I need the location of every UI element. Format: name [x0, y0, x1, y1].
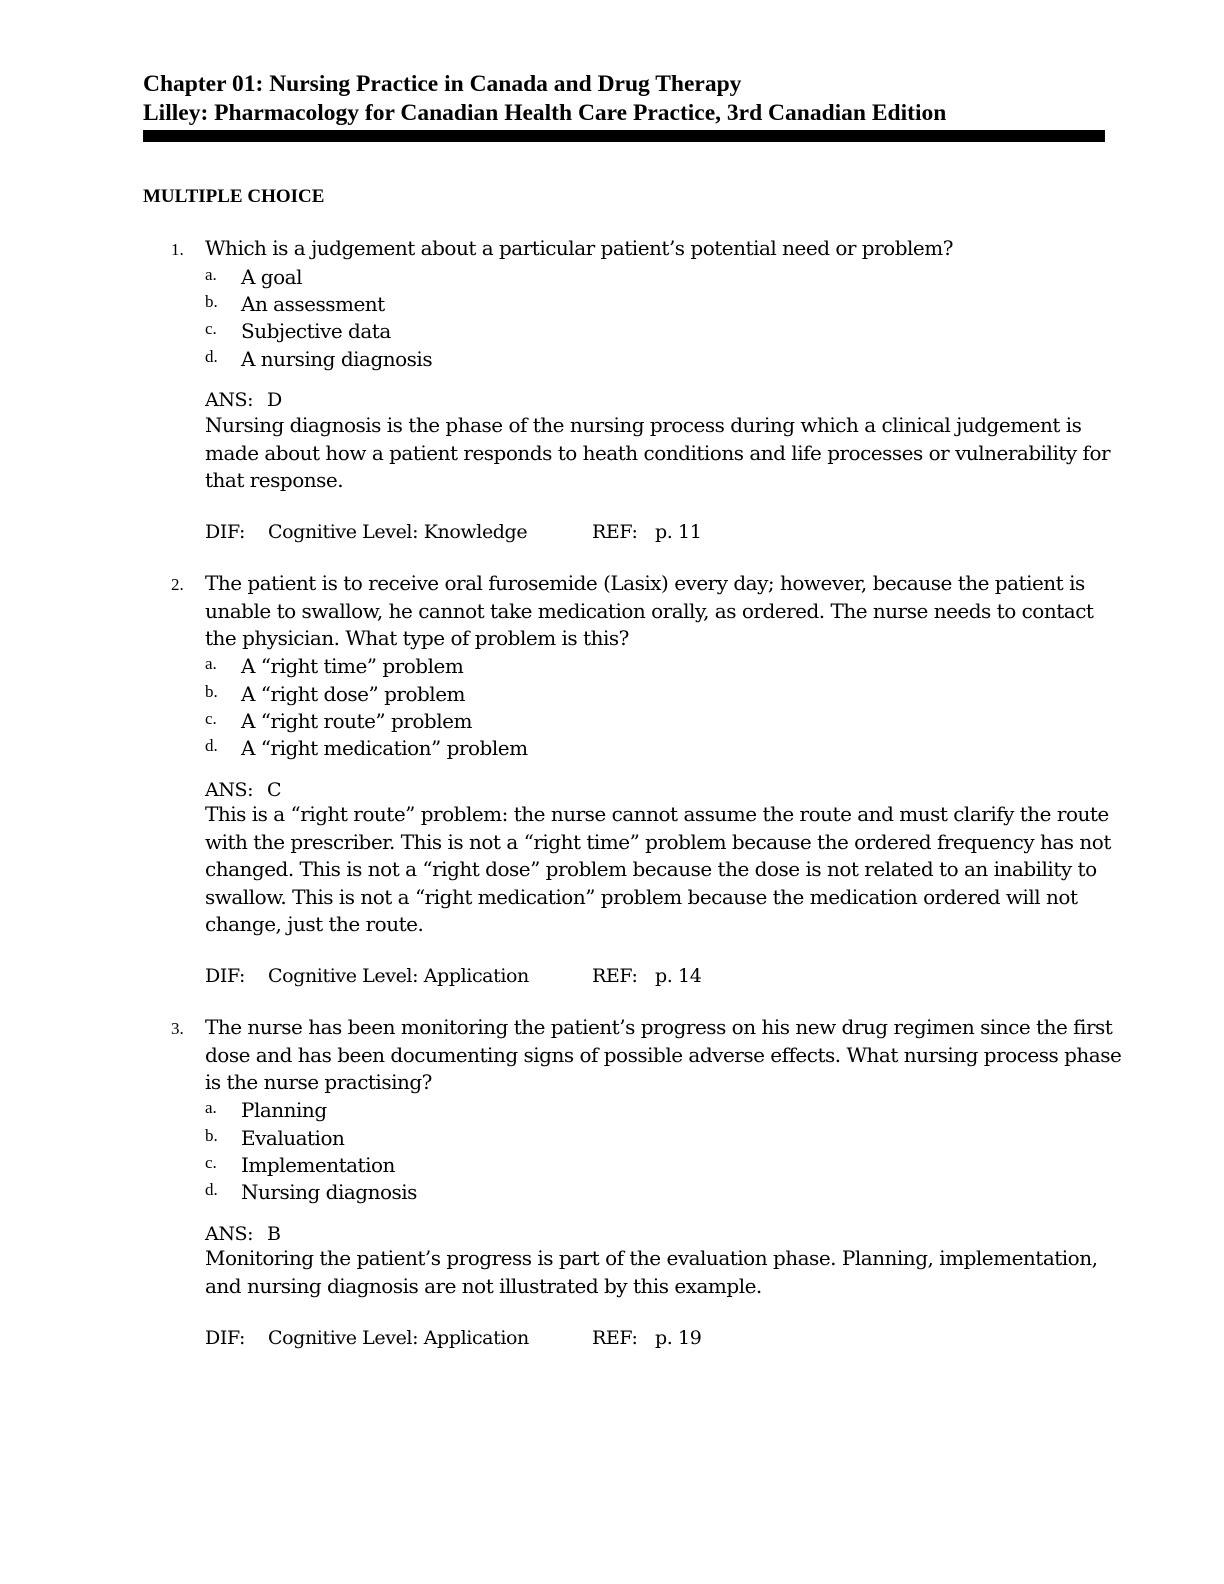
- rationale-line: This is a “right route” problem: the nurse cannot assume the route and must clarify the route: [205, 802, 1109, 826]
- stem-line: The nurse has been monitoring the patient’s progress on his new drug regimen since the first: [205, 1015, 1113, 1039]
- book-title: Lilley: Pharmacology for Canadian Health Care Practice, 3rd Canadian Edition: [143, 100, 947, 126]
- choice-text: Evaluation: [241, 1126, 345, 1150]
- choice-letter: a.: [205, 654, 217, 673]
- choice-letter: c.: [205, 319, 217, 338]
- answer-line: [205, 778, 281, 802]
- rationale-line: change, just the route.: [205, 912, 424, 936]
- choice-text: Implementation: [241, 1153, 395, 1177]
- rationale-line: with the prescriber. This is not a “right time” problem because the ordered frequency has not: [205, 829, 1111, 854]
- choice-letter: a.: [205, 265, 217, 284]
- choice-d: [0, 1178, 1224, 1205]
- ref-value: p. 14: [655, 965, 702, 987]
- stem-line: Which is a judgement about a particular patient’s potential need or problem?: [205, 236, 953, 260]
- choice-b: [0, 1124, 1224, 1151]
- stem-line: The patient is to receive oral furosemide (Lasix) every day; however, because the patient is: [205, 571, 1085, 595]
- choice-letter: d.: [205, 347, 218, 366]
- choice-c: [0, 317, 1224, 344]
- rationale-line: Nursing diagnosis is the phase of the nursing process during which a clinical judgement is: [205, 413, 1082, 437]
- dif-value: Cognitive Level: Knowledge: [268, 521, 528, 543]
- question-number: 3.: [171, 1019, 184, 1038]
- choice-d: [0, 734, 1224, 761]
- choice-text: A “right route” problem: [241, 709, 472, 733]
- choice-letter: c.: [205, 709, 217, 728]
- choice-text: Subjective data: [241, 319, 391, 343]
- chapter-title: Chapter 01: Nursing Practice in Canada and Drug Therapy: [143, 71, 742, 97]
- stem-line: unable to swallow, he cannot take medication orally, as ordered. The nurse needs to contact: [205, 598, 1094, 623]
- rationale-line: and nursing diagnosis are not illustrated by this example.: [205, 1273, 762, 1298]
- stem-line: dose and has been documenting signs of possible adverse effects. What nursing process phase: [205, 1042, 1122, 1067]
- ref-label: REF:: [592, 965, 638, 987]
- choice-letter: b.: [205, 1126, 218, 1145]
- choice-text: Nursing diagnosis: [241, 1180, 417, 1204]
- choice-text: A “right dose” problem: [241, 682, 465, 706]
- rationale: [205, 1245, 1110, 1300]
- rationale-line: that response.: [205, 468, 344, 492]
- dif-value: Cognitive Level: Application: [268, 965, 529, 987]
- answer-value: C: [267, 779, 282, 801]
- answer-value: D: [267, 389, 282, 411]
- answer-label: ANS:: [205, 389, 254, 411]
- choice-d: [0, 345, 1224, 372]
- stem-line: is the nurse practising?: [205, 1070, 432, 1094]
- ref-value: p. 11: [655, 521, 702, 543]
- ref-value: p. 19: [655, 1327, 702, 1349]
- stem-line: the physician. What type of problem is this?: [205, 626, 629, 650]
- answer-line: [205, 1222, 281, 1246]
- choice-text: A goal: [241, 265, 302, 289]
- choice-a: [0, 263, 1224, 290]
- dif-label: DIF:: [205, 1327, 246, 1349]
- answer-value: B: [267, 1223, 281, 1245]
- choice-c: [0, 1151, 1224, 1178]
- choice-letter: a.: [205, 1098, 217, 1117]
- answer-label: ANS:: [205, 779, 254, 801]
- question-stem: [205, 235, 1105, 263]
- question-stem: [205, 1014, 1122, 1097]
- rationale-line: swallow. This is not a “right medication” problem because the medication ordered will not: [205, 884, 1078, 909]
- rationale: [205, 412, 1110, 495]
- document-header: [143, 70, 1105, 128]
- choice-b: [0, 680, 1224, 707]
- choice-letter: b.: [205, 292, 218, 311]
- ref-label: REF:: [592, 521, 638, 543]
- choice-a: [0, 652, 1224, 679]
- choice-letter: d.: [205, 1180, 218, 1199]
- question-number: 1.: [171, 240, 184, 259]
- rationale-line: Monitoring the patient’s progress is part of the evaluation phase. Planning, implementation,: [205, 1246, 1098, 1270]
- choice-c: [0, 707, 1224, 734]
- header-rule: [143, 130, 1105, 142]
- rationale-line: changed. This is not a “right dose” problem because the dose is not related to an inability to: [205, 857, 1097, 881]
- choice-text: A nursing diagnosis: [241, 347, 433, 371]
- choice-b: [0, 290, 1224, 317]
- choice-letter: c.: [205, 1153, 217, 1172]
- choice-letter: b.: [205, 682, 218, 701]
- rationale-line: made about how a patient responds to heath conditions and life processes or vulnerability for: [205, 440, 1111, 465]
- choice-text: An assessment: [241, 292, 385, 316]
- question-stem: [205, 570, 1105, 653]
- choice-text: A “right medication” problem: [241, 736, 528, 760]
- ref-label: REF:: [592, 1327, 638, 1349]
- choice-text: A “right time” problem: [241, 654, 464, 678]
- choice-a: [0, 1096, 1224, 1123]
- dif-label: DIF:: [205, 965, 246, 987]
- choice-letter: d.: [205, 736, 218, 755]
- answer-line: [205, 388, 282, 412]
- answer-label: ANS:: [205, 1223, 254, 1245]
- rationale: [205, 801, 1110, 939]
- dif-value: Cognitive Level: Application: [268, 1327, 529, 1349]
- question-number: 2.: [171, 575, 184, 594]
- section-title: MULTIPLE CHOICE: [143, 186, 325, 207]
- choice-text: Planning: [241, 1098, 327, 1122]
- dif-label: DIF:: [205, 521, 246, 543]
